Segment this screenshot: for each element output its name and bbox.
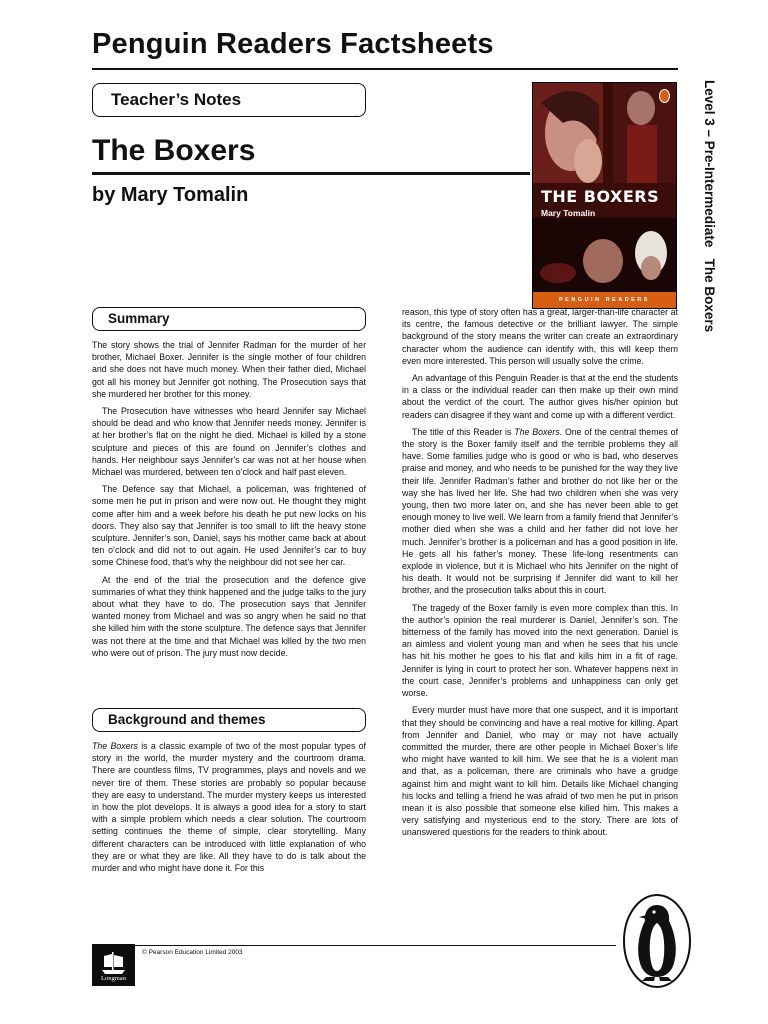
summary-paragraph: The Defence say that Michael, a policeman, was frightened of some men he put in prison and were now out. He thought they might come after him and a week before his death he put new locks on his doors. They also say that Jennifer is too small to lift the heavy stone sculpture. Jennifer’s son, Daniel, says his mother came back at about ten o’clock and did not to out again. He used Jennifer’s car to buy some Chinese food, that’s why the neighbour did not see her car. [92, 484, 366, 568]
summary-section [92, 339, 366, 659]
right-text: . One of the central themes of the story is the Boxer family itself and the terrible problems they all have. Some families judge who is good or who is bad, who deserves praise and money, and who needs to be punished for the way they live their life. Jennifer Radman’s father and brother do not like her or the way she has lived her life. She had two children when she was very young, then two more later on, and she has never been able to get enough money to live well. We learn from a family friend that Jennifer’s mother died when she was a child and her father did not love her much. Jennifer’s brother is a policeman and has a good position in life. He gets all his father’s money. These life-long resentments can explode in violence, but it is Michael who hits Jennifer on the night of his death. It would not be surprising if Jennifer did want to kill her brother, and the prosecution talks about this in court. [402, 426, 679, 596]
author-line: by Mary Tomalin [92, 184, 249, 206]
footer-rule [92, 945, 616, 946]
summary-heading: Summary [92, 307, 366, 331]
cover-title: THE BOXERS [541, 187, 660, 206]
summary-paragraph: The Prosecution have witnesses who heard Jennifer say Michael should be dead and who know that Jennifer needs money. Jennifer is at her brother’s flat on the night he died. Michael is killed by a stone sculpture and pieces of this are found on Jennifer’s clothes and hands. Her neighbour says Jennifer’s car was not at her house when Michael was murdered, between ten o’clock and half past eleven. [92, 406, 366, 478]
summary-paragraph: The story shows the trial of Jennifer Radman for the murder of her brother, Michael Boxer. Jennifer is the single mother of four children and she does not have much money. When their father died, Michael got all his money but Jennifer got nothing. The Prosecution says that she murdered her brother for this money. [92, 340, 366, 399]
right-paragraph: An advantage of this Penguin Reader is that at the end the students in a class or the individual reader can then make up their own mind about the verdict of the court. The author gives his/her opinion but readers can disagree if they want and come up with a different verdict. [402, 373, 678, 420]
cover-band: PENGUIN READERS [533, 292, 676, 308]
level-side-label [694, 80, 724, 376]
background-heading: Background and themes [92, 708, 366, 732]
right-paragraph: The tragedy of the Boxer family is even more complex than this. In the author’s opinion the real murderer is Daniel, Jennifer’s son. The bitterness of the family has moved into the next generation. Daniel is an aimless and violent young man and when he sees that his uncle has hit his mother he goes to his flat and kills him in a fit of rage. Jennifer is lying in court to protect her son. Whatever happens next in the court case, Jennifer’s problems and unhappiness can only get worse. [402, 602, 678, 699]
right-paragraph: Every murder must have more that one suspect, and it is important that they should be convincing and have a real motive for killing. Apart from Jennifer and Daniel, who may or may not have actually committed the murder, there are other people in Michael Boxer’s life who might have wanted to kill him. We see that he is a violent man and that, as a policeman, there are criminals who have a grudge against him and might want to kill him. Details like Michael changing his locks and telling a friend he was afraid of two men he put in prison mean it is also possible that someone else killed him. This makes a very satisfying and mysterious end to the story. There are lots of unanswered questions for the readers to think about. [402, 705, 678, 838]
background-text: is a classic example of two of the most popular types of story in the world, the murder mystery and the courtroom drama. There are countless films, TV programmes, plays and novels and we never tire of them. These stories are probably so popular because they are easy to understand. The murder mystery keeps us interested in how the plot develops. It is always a good idea for a story to start with a simple problem which needs a clear solution. The courtroom setting continues the theme of simple, clear storytelling. Many different characters can be introduced with little explanation of who they are or what they are like. All they have to do is talk about the murder and who might have done it. For this [92, 741, 366, 874]
teachers-notes-label: Teacher’s Notes [92, 83, 366, 117]
book-cover-image [532, 82, 677, 309]
series-title: Penguin Readers Factsheets [92, 28, 494, 60]
book-title: The Boxers [92, 134, 256, 167]
summary-paragraph: At the end of the trial the prosecution and the defence give summaries of what they think happened and the judge talks to the jury about what they have to do. The prosecution says that Jennifer wanted money from Michael and was so angry when he said no that she killed him with the stone sculpture. The defence says that Jennifer was not there at the time and that Michael was killed by the two men who were out of prison. The jury must now decide. [92, 574, 366, 658]
background-section [92, 740, 366, 874]
background-paragraph [92, 740, 366, 874]
penguin-logo-icon [622, 893, 692, 989]
level-side-text: Level 3 – Pre-Intermediate The Boxers [702, 80, 717, 333]
right-paragraph [402, 426, 678, 597]
longman-logo [92, 944, 135, 986]
copyright-text: © Pearson Education Limited 2003 [142, 949, 243, 956]
cover-author: Mary Tomalin [541, 208, 596, 218]
book-title-italic: The Boxers [92, 741, 138, 751]
publisher-name: Longman [101, 975, 126, 982]
book-title-italic: The Boxers [514, 426, 560, 437]
title-rule [92, 172, 530, 175]
header-rule [92, 68, 678, 70]
right-paragraph: reason, this type of story often has a great, larger-than-life character at its centre, the famous detective or the brilliant lawyer. The simple background of the story means the writer can create an extraordinary character whom the audience can identify with, this will keep them even more interested. This person will usually solve the crime. [402, 307, 678, 366]
right-text: The title of this Reader is [412, 426, 515, 437]
right-column [402, 306, 678, 839]
penguin-badge-icon [659, 89, 670, 103]
ship-icon [92, 946, 135, 976]
